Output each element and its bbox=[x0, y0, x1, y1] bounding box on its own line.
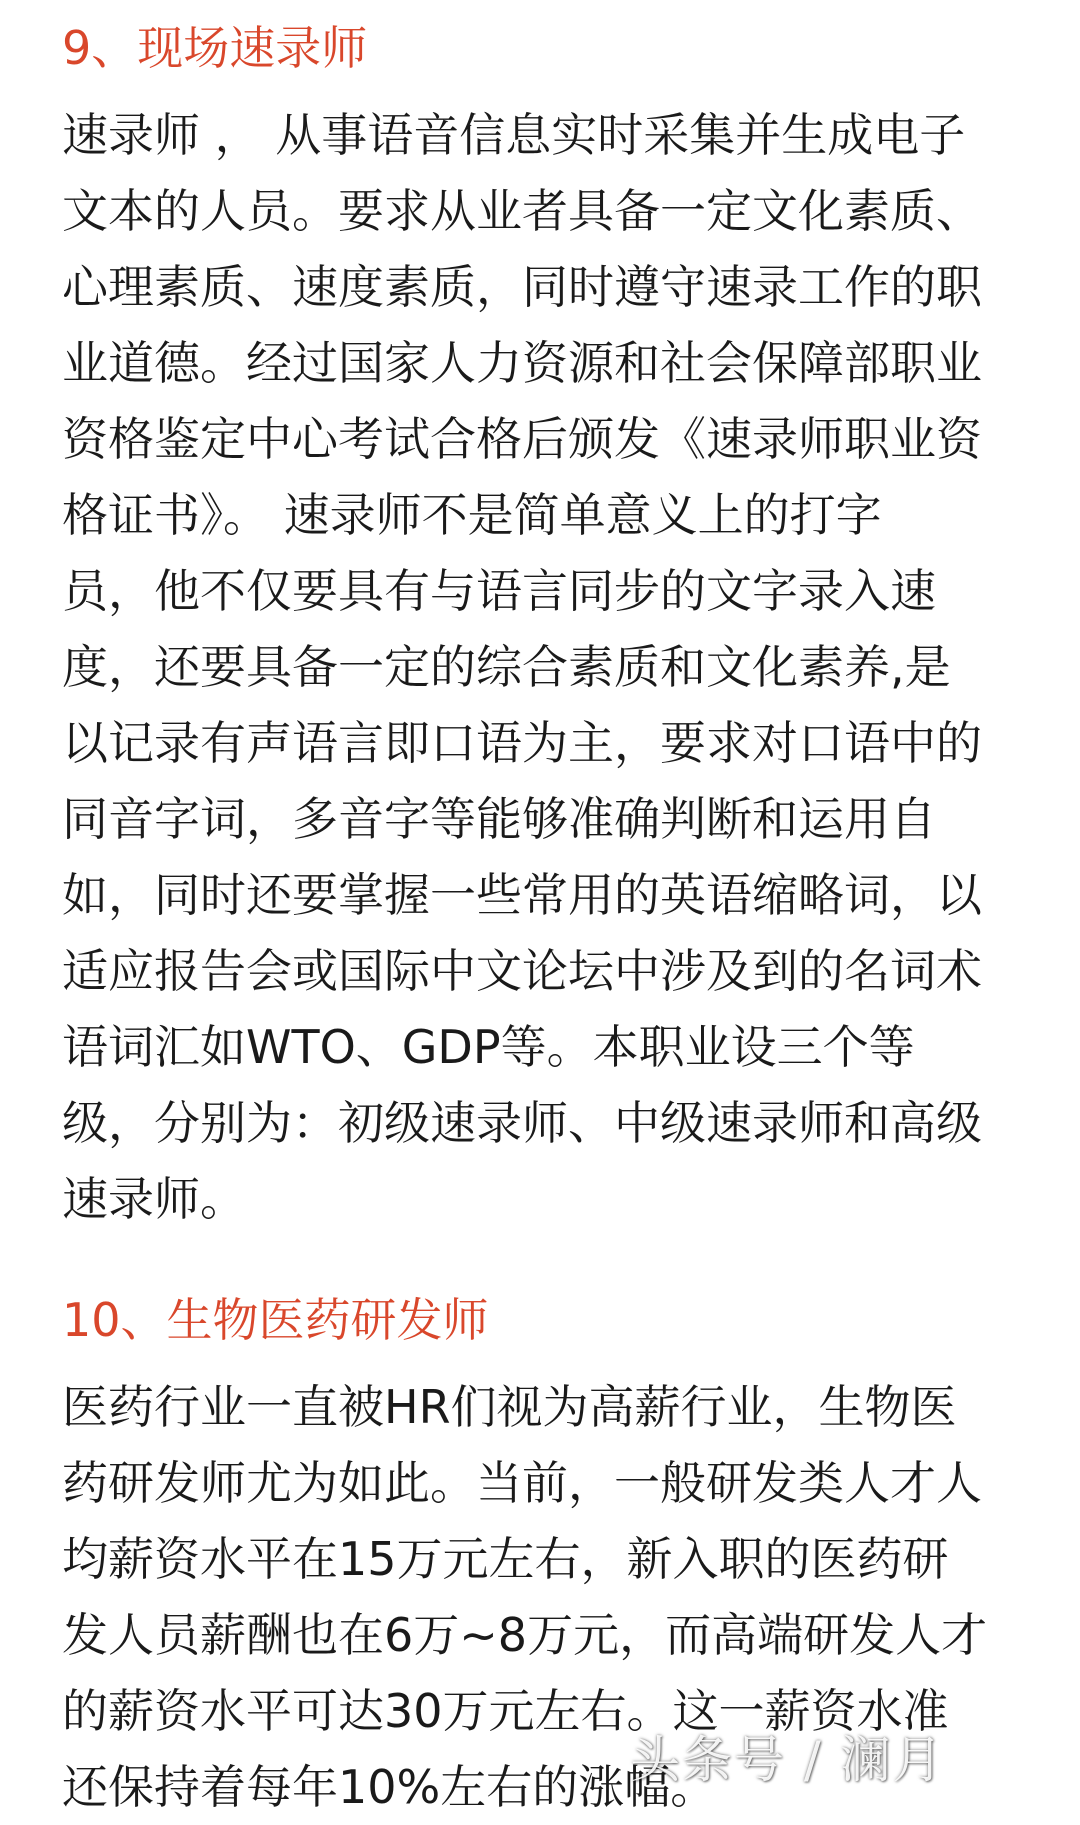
text-line: 以记录有声语言即口语为主，要求对口语中的 bbox=[62, 716, 982, 770]
text-line: 速录师。 bbox=[62, 1172, 246, 1226]
text-line: 级，分别为：初级速录师、中级速录师和高级 bbox=[62, 1096, 982, 1150]
text-line: 还保持着每年10%左右的涨幅。 bbox=[62, 1760, 717, 1814]
section-heading: 9、现场速录师 bbox=[62, 21, 368, 75]
text-line: 语词汇如WTO、GDP等。本职业设三个等 bbox=[62, 1020, 915, 1074]
text-line: 发人员薪酬也在6万~8万元，而高端研发人才 bbox=[62, 1608, 988, 1662]
text-line: 心理素质、速度素质，同时遵守速录工作的职 bbox=[62, 260, 982, 314]
text-line: 文本的人员。要求从业者具备一定文化素质、 bbox=[62, 184, 982, 238]
text-line: 资格鉴定中心考试合格后颁发《速录师职业资 bbox=[62, 412, 982, 466]
text-line: 度，还要具备一定的综合素质和文化素养,是 bbox=[62, 640, 951, 694]
text-line: 格证书》。 速录师不是简单意义上的打字 bbox=[62, 488, 882, 542]
text-line: 的薪资水平可达30万元左右。这一薪资水准 bbox=[62, 1684, 949, 1738]
text-line: 业道德。经过国家人力资源和社会保障部职业 bbox=[62, 336, 982, 390]
text-line: 如，同时还要掌握一些常用的英语缩略词，以 bbox=[62, 868, 982, 922]
text-line: 均薪资水平在15万元左右，新入职的医药研 bbox=[62, 1532, 949, 1586]
section-heading: 10、生物医药研发师 bbox=[62, 1293, 489, 1347]
section-body bbox=[62, 97, 982, 1237]
watermark: 头条号 / 澜月 bbox=[630, 1731, 945, 1789]
text-line: 员，他不仅要具有与语言同步的文字录入速 bbox=[62, 564, 936, 618]
text-line: 药研发师尤为如此。当前，一般研发类人才人 bbox=[62, 1456, 982, 1510]
text-line: 适应报告会或国际中文论坛中涉及到的名词术 bbox=[62, 944, 982, 998]
text-line: 同音字词，多音字等能够准确判断和运用自 bbox=[62, 792, 936, 846]
text-line: 医药行业一直被HR们视为高薪行业，生物医 bbox=[62, 1380, 957, 1434]
text-line: 速录师 ， 从事语音信息实时采集并生成电子 bbox=[62, 108, 966, 162]
